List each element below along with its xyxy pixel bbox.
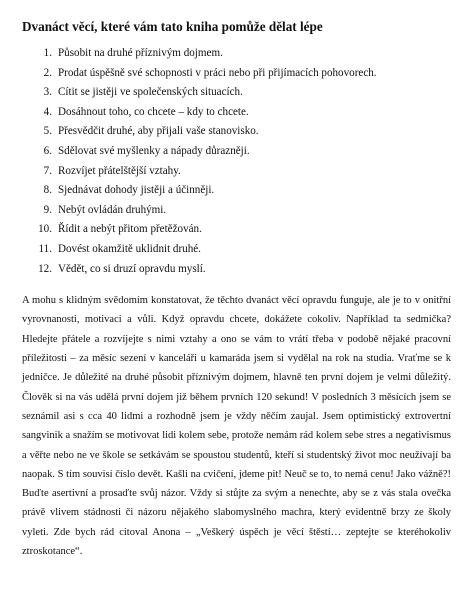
list-item bbox=[22, 103, 451, 123]
list-item-text: Působit na druhé příznivým dojmem. bbox=[58, 47, 223, 59]
list-item-text: Nebýt ovládán druhými. bbox=[58, 203, 167, 216]
list-item-text: Dovést okamžitě uklidnit druhé. bbox=[58, 242, 201, 255]
list-item-number: 2. bbox=[43, 66, 52, 79]
list-item bbox=[22, 240, 451, 260]
list-item-text: Přesvědčit druhé, aby přijali vaše stanovisko. bbox=[58, 125, 259, 138]
list-item bbox=[22, 181, 451, 201]
list-item-text: Cítit se jistěji ve společenských situacích. bbox=[58, 86, 243, 99]
list-item-text: Řídit a nebýt přitom přetěžován. bbox=[58, 223, 202, 236]
list-item-number: 4. bbox=[43, 105, 52, 118]
list-item-number: 8. bbox=[43, 184, 52, 197]
list-item-number: 5. bbox=[43, 125, 52, 138]
list-item-number: 3. bbox=[43, 86, 52, 99]
benefits-list bbox=[22, 44, 451, 279]
list-item-text: Vědět, co si druzí opravdu myslí. bbox=[58, 262, 206, 275]
list-item-text: Sjednávat dohody jistěji a účinněji. bbox=[58, 184, 215, 197]
list-item-number: 7. bbox=[43, 164, 52, 177]
list-item bbox=[22, 83, 451, 103]
list-item-number: 11. bbox=[38, 242, 52, 255]
list-item bbox=[22, 201, 451, 221]
list-item bbox=[22, 64, 451, 84]
list-item bbox=[22, 260, 451, 280]
document-title: Dvanáct věcí, které vám tato kniha pomůže dělat lépe bbox=[22, 19, 323, 34]
list-item-text: Prodat úspěšně své schopnosti v práci nebo při přijímacích pohovorech. bbox=[58, 66, 377, 79]
list-item-number: 10. bbox=[38, 223, 52, 236]
list-item-number: 9. bbox=[43, 203, 52, 216]
list-item-number: 1. bbox=[43, 47, 52, 59]
list-item bbox=[22, 220, 451, 240]
list-item bbox=[22, 142, 451, 162]
list-item-text: Rozvíjet přátelštější vztahy. bbox=[58, 164, 181, 177]
list-item-text: Dosáhnout toho, co chcete – kdy to chcete. bbox=[58, 105, 249, 118]
body-paragraph: A mohu s klidným svědomím konstatovat, že těchto dvanáct věcí opravdu funguje, ale je to v onitřní vyrovnanosti, motivaci a vůli. Když opravdu chcete, dokážete cokoliv. Například ta sedmička? Hledejte přátele a rozvíjejte s nimi vztahy a ono se vám to vrátí třeba v podobě nějaké pracovní příležitosti – za měsíc sezení v kanceláři u kamaráda jsem si vydělal na rok na studia. Vraťme se k jedničce. Je důležité na druhé působit příznivým dojmem, hlavně ten první dojem je velmi důležitý. Člověk si na vás udělá první dojem již během prvních 120 sekund! V posledních 3 měsících jsem se seznámil asi s cca 40 lidmi a rozhodně jsem je vždy něčím zaujal. Jsem optimistický extrovertní sangvinik a snažím se motivovat lidi kolem sebe, protože nemám rád kolem sebe stres a negativismus a věřte nebo ne ve škole se setkávám se spoustou studentů, kteří si studentský život moc neužívají ba naopak. S tím souvisí číslo devět. Kašli na cvičení, jdeme pit! Neuč se to, to nemá cenu! Jako vážně?! Buďte asertivní a prosaďte svůj názor. Vždy si stůjte za svým a nenechte, aby se z vás stala ovečka právě vlivem stádnosti či názoru nějakého slabomyslného machra, který evidentně brzy ze školy vyleti. Zde bych rád citoval Anona – „Veškerý úspěch je věcí štěstí… zeptejte se kteréhokoliv ztroskotance“. bbox=[22, 295, 451, 557]
list-item-text: Sdělovat své myšlenky a nápady důrazněji. bbox=[58, 144, 250, 157]
list-item-number: 12. bbox=[38, 262, 52, 275]
list-item-number: 6. bbox=[43, 144, 52, 157]
list-item bbox=[22, 122, 451, 142]
list-item bbox=[22, 44, 451, 64]
list-item bbox=[22, 162, 451, 182]
